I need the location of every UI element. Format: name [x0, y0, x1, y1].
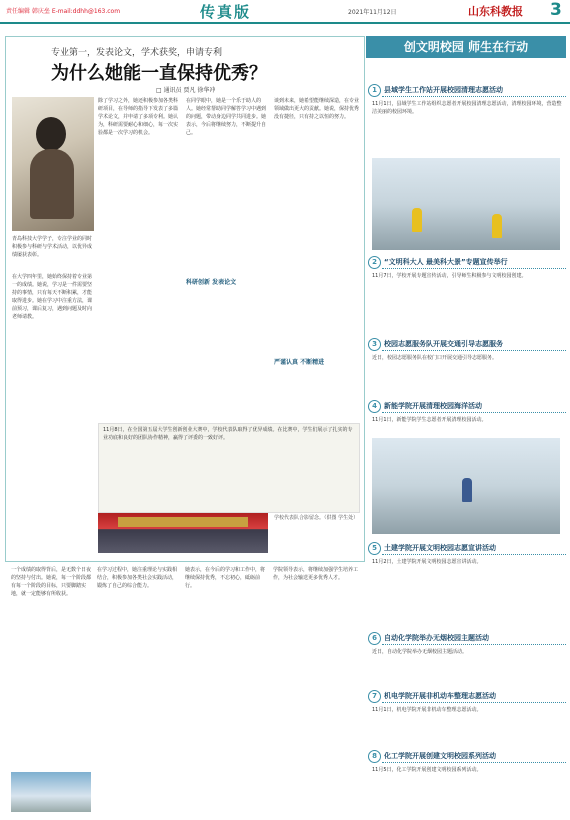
event-panel [98, 423, 360, 555]
item-number-badge: 7 [368, 690, 381, 703]
item-divider [382, 268, 566, 269]
student-photo [12, 97, 94, 231]
page-header [0, 0, 570, 24]
item-body: 11月7日，学校开展专题宣传活动，引导师生积极参与文明校园创建。 [372, 273, 527, 279]
item-number-badge: 1 [368, 84, 381, 97]
lower-article [5, 562, 363, 817]
article-byline: □ 通讯员 贾凡 徐华冲 [156, 87, 216, 94]
editor-meta: 责任编辑 韩庆垒 E-mail:ddhh@163.com [6, 8, 121, 15]
item-title: 机电学院开展非机动车整理志愿活动 [384, 692, 496, 700]
photo-figure-head [36, 117, 66, 151]
newspaper-logo: 山东科教报 [468, 5, 523, 18]
item-body: 11月2日，土建学院开展文明校园志愿宣讲活动。 [372, 559, 482, 565]
item-divider [382, 412, 566, 413]
article-column-3: 在同学眼中，她是一个乐于助人的人。她经常帮助同学解答学习中遇到的问题，带动身边同学共同进步。她表示，今后将继续努力，不断提升自己。 [186, 98, 267, 136]
event-group-photo [98, 513, 268, 553]
item-divider [382, 702, 566, 703]
lower-photo [11, 772, 91, 812]
item-title: 自动化学院举办无烟校园主题活动 [384, 634, 489, 642]
photo-banner [118, 517, 248, 527]
item-body: 近日，自动化学院举办无烟校园主题活动。 [372, 649, 468, 655]
item-number-badge: 6 [368, 632, 381, 645]
item-divider [382, 762, 566, 763]
item-number-badge: 3 [368, 338, 381, 351]
event-panel-text: 11月8日，在全国第五届大学生创新创业大赛中，学校代表队取得了优异成绩。在比赛中，学生们展示了扎实的专业功底和良好的团队协作精神，赢得了评委的一致好评。 [98, 423, 360, 513]
sidebar-item-2 [366, 256, 566, 312]
section-title: 传真版 [200, 3, 252, 21]
item-title: 化工学院开展创建文明校园系列活动 [384, 752, 496, 760]
article-column-1: 在大学四年里，她始终保持着专业第一的成绩。她说，学习是一件需要坚持的事情，只有每天不断积累，才能取得进步。她在学习中注重方法，课前预习，课后复习，遇到问题及时向老师请教。 [12, 274, 93, 320]
item-title: 校园志愿服务队开展交通引导志愿服务 [384, 340, 503, 348]
article-subhead-2: 严谨认真 不断精进 [274, 359, 325, 366]
item-number-badge: 5 [368, 542, 381, 555]
sidebar-item-8 [366, 750, 566, 806]
item-divider [382, 644, 566, 645]
sidebar-header: 创文明校园 师生在行动 [366, 36, 566, 58]
item-body: 11月1日，县域学生工作站组织志愿者开展校园清理志愿活动，清理校园环境，营造整洁美丽的校园环境。 [372, 101, 562, 115]
article-title: 为什么她能一直保持优秀？ [51, 63, 267, 84]
sidebar-item-1 [366, 84, 566, 156]
item-body: 11月1日，机电学院开展非机动车整理志愿活动。 [372, 707, 482, 713]
item-divider [382, 350, 566, 351]
item-body: 近日，校园志愿服务队在校门口开展交通引导志愿服务。 [372, 355, 498, 361]
lower-column-1: 一个成绩的取得背后，是无数个日夜的坚持与付出。她说，每一个阶段都有每一个阶段的目标，只要脚踏实地，就一定能够有所收获。 [11, 567, 92, 597]
volunteer-figure [492, 214, 502, 238]
event-photo-caption: 学校代表队合影留念。（供图 学生处） [274, 515, 359, 521]
item-number-badge: 8 [368, 750, 381, 763]
item-title: 新能学院开展清理校园海洋活动 [384, 402, 482, 410]
sidebar-civilized-campus [366, 36, 566, 817]
volunteer-cleanup-photo [372, 158, 560, 250]
article-column-2: 除了学习之外，她还积极参加各类科研项目，在导师的指导下发表了多篇学术论文，并申请了多项专利。她认为，科研需要耐心和细心，每一次实验都是一次学习的机会。 [98, 98, 179, 136]
page-number: 3 [550, 0, 562, 20]
photo-caption: 青岛科技大学学子，专注学业的同时积极参与科研与学术活动，以优异成绩屡获表彰。 [12, 236, 93, 258]
item-title: 县域学生工作站开展校园清理志愿活动 [384, 86, 503, 94]
item-number-badge: 4 [368, 400, 381, 413]
item-divider [382, 96, 566, 97]
item-title: “文明科大人 最美科大景”专题宣传举行 [384, 258, 508, 266]
campus-cleanup-photo [372, 438, 560, 534]
lower-column-4: 学院领导表示，将继续加强学生培养工作，为社会输送更多优秀人才。 [273, 567, 359, 581]
item-body: 11月5日，化工学院开展创建文明校园系列活动。 [372, 767, 482, 773]
issue-date: 2021年11月12日 [348, 9, 397, 16]
photo-figure-body [30, 149, 74, 219]
item-number-badge: 2 [368, 256, 381, 269]
sidebar-item-4 [366, 400, 566, 436]
article-subhead-1: 科研创新 发表论文 [186, 279, 237, 286]
article-column-4: 谈到未来，她希望能继续深造，在专业领域做出更大的贡献。她说，保持优秀没有捷径，只有持之以恒的努力。 [274, 98, 360, 120]
item-divider [382, 554, 566, 555]
lower-column-3: 她表示，在今后的学习和工作中，将继续保持优秀，不忘初心，砥砺前行。 [185, 567, 266, 589]
item-body: 11月1日，新能学院学生志愿者开展清理校园活动。 [372, 417, 487, 423]
lower-column-2: 在学习过程中，她注重理论与实践相结合，积极参加各类社会实践活动，锻炼了自己的综合能力。 [97, 567, 178, 589]
main-article [5, 36, 365, 562]
item-title: 土建学院开展文明校园志愿宣讲活动 [384, 544, 496, 552]
sidebar-item-7 [366, 690, 566, 730]
article-kicker: 专业第一，发表论文，学术获奖，申请专利 [51, 48, 223, 58]
student-figure [462, 478, 472, 502]
volunteer-figure [412, 208, 422, 232]
sidebar-item-6 [366, 632, 566, 672]
sidebar-item-3 [366, 338, 566, 378]
sidebar-item-5 [366, 542, 566, 582]
